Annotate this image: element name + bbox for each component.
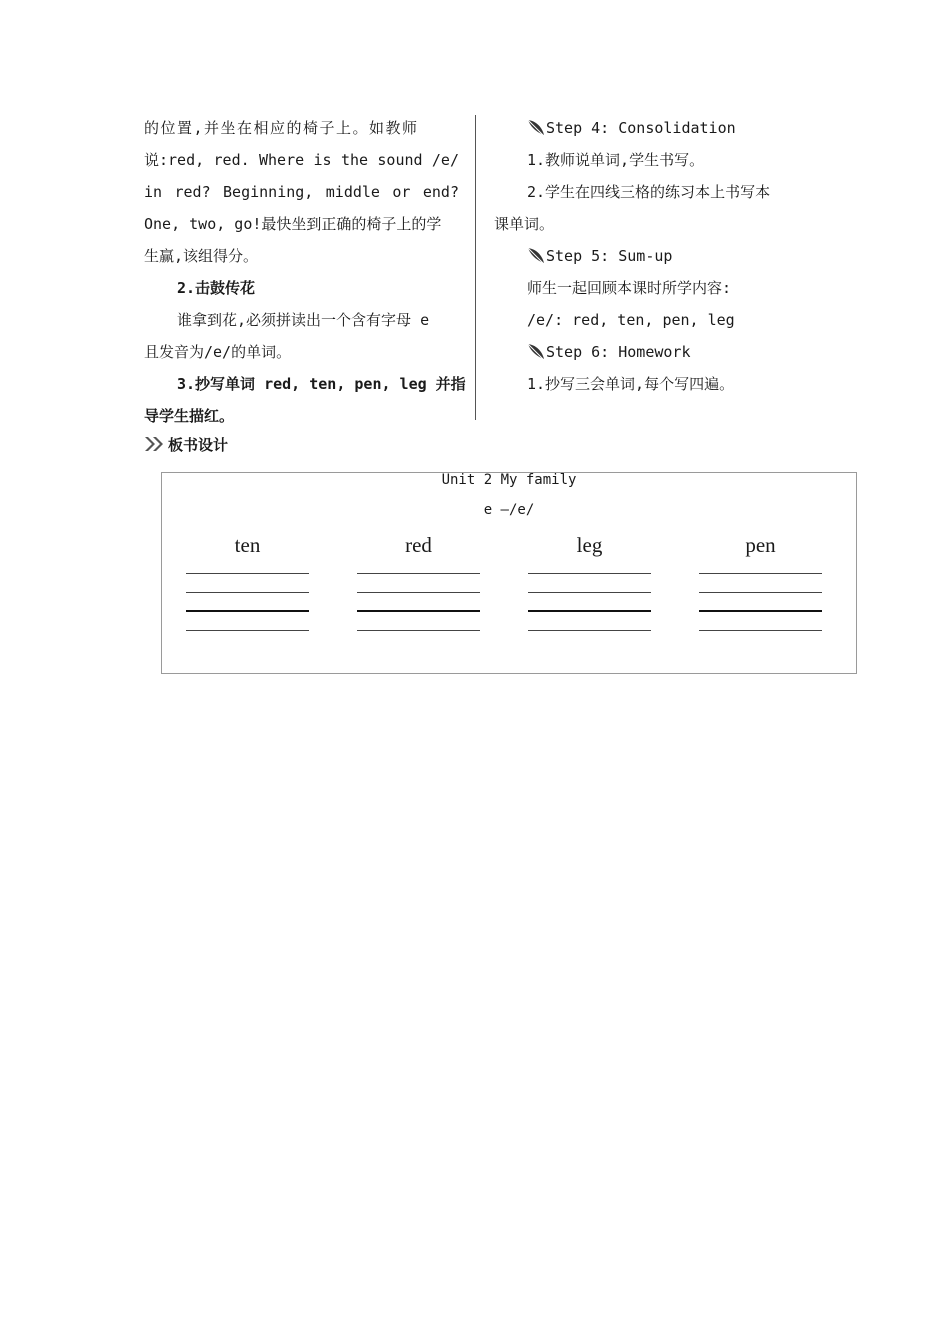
text-word: or xyxy=(392,183,411,201)
text-word: /e/ xyxy=(431,151,459,169)
text-line: 的位置,并坐在相应的椅子上。如教师 xyxy=(144,119,419,137)
paragraph-line xyxy=(144,112,459,144)
word-practice-column xyxy=(699,533,822,557)
writing-line xyxy=(357,592,480,593)
writing-line xyxy=(186,573,309,574)
word-practice-column xyxy=(357,533,480,557)
step-heading xyxy=(494,240,814,272)
practice-word: leg xyxy=(576,533,603,557)
text-word: in xyxy=(144,183,163,201)
feather-pen-icon xyxy=(526,342,546,362)
writing-line xyxy=(699,592,822,593)
board-title: Unit 2 My family xyxy=(441,472,577,488)
text-word: middle xyxy=(325,183,380,201)
step-text: 师生一起回顾本课时所学内容: xyxy=(527,279,732,297)
writing-baseline xyxy=(357,610,480,612)
writing-baseline xyxy=(186,610,309,612)
writing-line xyxy=(699,630,822,631)
step-title: Step 6: Homework xyxy=(546,343,691,361)
paragraph-line xyxy=(144,336,459,368)
text-word: red. xyxy=(213,151,250,169)
feather-pen-icon xyxy=(526,246,546,266)
right-column xyxy=(494,112,814,400)
writing-line xyxy=(186,630,309,631)
double-chevron-icon xyxy=(144,436,166,452)
text-word: the xyxy=(340,151,369,169)
paragraph-line xyxy=(144,144,459,176)
step-item-continued: 课单词。 xyxy=(494,215,555,233)
text-word: end? xyxy=(422,183,459,201)
writing-line xyxy=(357,573,480,574)
paragraph-line xyxy=(144,304,459,336)
writing-line xyxy=(528,573,651,574)
text-word: Where xyxy=(259,151,305,169)
activity-heading-continued: 导学生描红。 xyxy=(144,407,235,425)
activity-heading: 3.抄写单词 red, ten, pen, leg 并指 xyxy=(177,375,466,393)
writing-line xyxy=(357,630,480,631)
section-heading xyxy=(144,432,228,456)
text-word: is xyxy=(313,151,332,169)
board-design-box xyxy=(161,472,857,674)
writing-line xyxy=(528,630,651,631)
word-practice-column xyxy=(186,533,309,557)
column-divider xyxy=(475,115,476,420)
step-title: Step 5: Sum-up xyxy=(546,247,673,265)
step-heading xyxy=(494,336,814,368)
step-item: 1.教师说单词,学生书写。 xyxy=(527,151,705,169)
writing-line xyxy=(699,573,822,574)
text-word: 说:red, xyxy=(144,151,205,169)
writing-baseline xyxy=(528,610,651,612)
text-word: sound xyxy=(377,151,423,169)
text-word: Beginning, xyxy=(223,183,314,201)
writing-line xyxy=(528,592,651,593)
step-text: /e/: red, ten, pen, leg xyxy=(527,311,735,329)
step-item: 2.学生在四线三格的练习本上书写本 xyxy=(527,183,771,201)
left-column xyxy=(144,112,466,432)
section-heading-label: 板书设计 xyxy=(168,435,229,454)
text-line: 且发音为/e/的单词。 xyxy=(144,343,292,361)
writing-line xyxy=(186,592,309,593)
activity-heading: 2.击鼓传花 xyxy=(177,279,256,297)
step-title: Step 4: Consolidation xyxy=(546,119,736,137)
feather-pen-icon xyxy=(526,118,546,138)
text-line: 生赢,该组得分。 xyxy=(144,247,259,265)
text-line: One, two, go!最快坐到正确的椅子上的学 xyxy=(144,215,442,233)
practice-word: ten xyxy=(234,533,261,557)
board-subtitle: e —/e/ xyxy=(483,502,535,518)
word-practice-column xyxy=(528,533,651,557)
step-item: 1.抄写三会单词,每个写四遍。 xyxy=(527,375,735,393)
paragraph-line xyxy=(144,176,459,208)
practice-word: pen xyxy=(745,533,776,557)
step-heading xyxy=(494,112,814,144)
practice-word: red xyxy=(405,533,432,557)
paragraph-line xyxy=(144,240,459,272)
text-line: 谁拿到花,必须拼读出一个含有字母 e xyxy=(177,311,430,329)
writing-baseline xyxy=(699,610,822,612)
paragraph-line xyxy=(144,208,459,240)
text-word: red? xyxy=(174,183,211,201)
